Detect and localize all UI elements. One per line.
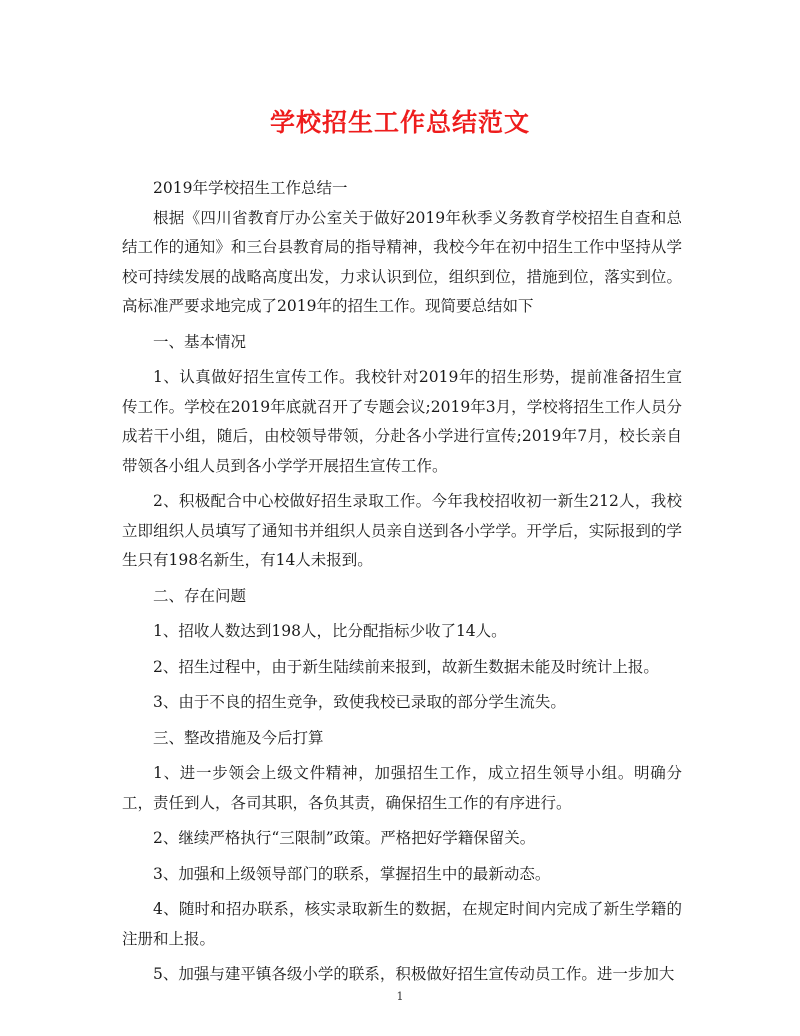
paragraph-problem-2: 2、招生过程中，由于新生陆续前来报到，故新生数据未能及时统计上报。 (153, 657, 659, 676)
paragraph-basic-1: 1、认真做好招生宣传工作。我校针对2019年的招生形势，提前准备招生宣传工作。学校在2019年底就召开了专题会议;2019年3月，学校将招生工作人员分成若干小组，随后，由校领导带领，分赴各小学进行宣传;2019年7月，校长亲自带领各小组人员到各小学学开展招生宣传工作。 (122, 368, 682, 475)
page-number: 1 (396, 990, 404, 1003)
section-heading-basic: 一、基本情况 (153, 332, 247, 351)
paragraph-problem-1: 1、招收人数达到198人，比分配指标少收了14人。 (153, 622, 507, 640)
section-heading-problems: 二、存在问题 (153, 586, 247, 605)
paragraph-measure-5: 5、加强与建平镇各级小学的联系，积极做好招生宣传动员工作。进一步加大 (153, 965, 675, 983)
document-body (122, 174, 682, 990)
section-heading-measures: 三、整改措施及今后打算 (153, 728, 324, 747)
paragraph-problem-3: 3、由于不良的招生竞争，致使我校已录取的部分学生流失。 (153, 693, 566, 711)
paragraph-measure-4: 4、随时和招办联系，核实录取新生的数据，在规定时间内完成了新生学籍的注册和上报。 (122, 900, 682, 948)
paragraph-measure-3: 3、加强和上级领导部门的联系，掌握招生中的最新动态。 (153, 864, 551, 883)
paragraph-measure-1: 1、进一步领会上级文件精神，加强招生工作，成立招生领导小组。明确分工，责任到人，各司其职，各负其责，确保招生工作的有序进行。 (122, 764, 682, 812)
paragraph-basic-2: 2、积极配合中心校做好招生录取工作。今年我校招收初一新生212人，我校立即组织人员填写了通知书并组织人员亲自送到各小学学。开学后，实际报到的学生只有198名新生，有14人未报到。 (122, 492, 682, 569)
document-title: 学校招生工作总结范文 (269, 108, 530, 137)
paragraph-heading-summary: 2019年学校招生工作总结一 (153, 179, 348, 197)
paragraph-measure-2: 2、继续严格执行“三限制”政策。严格把好学籍保留关。 (153, 829, 536, 847)
paragraph-intro: 根据《四川省教育厅办公室关于做好2019年秋季义务教育学校招生自查和总结工作的通知》和三台县教育局的指导精神，我校今年在初中招生工作中坚持从学校可持续发展的战略高度出发，力求认识到位，组织到位，措施到位，落实到位。高标准严要求地完成了2019年的招生工作。现简要总结如下 (122, 208, 682, 315)
